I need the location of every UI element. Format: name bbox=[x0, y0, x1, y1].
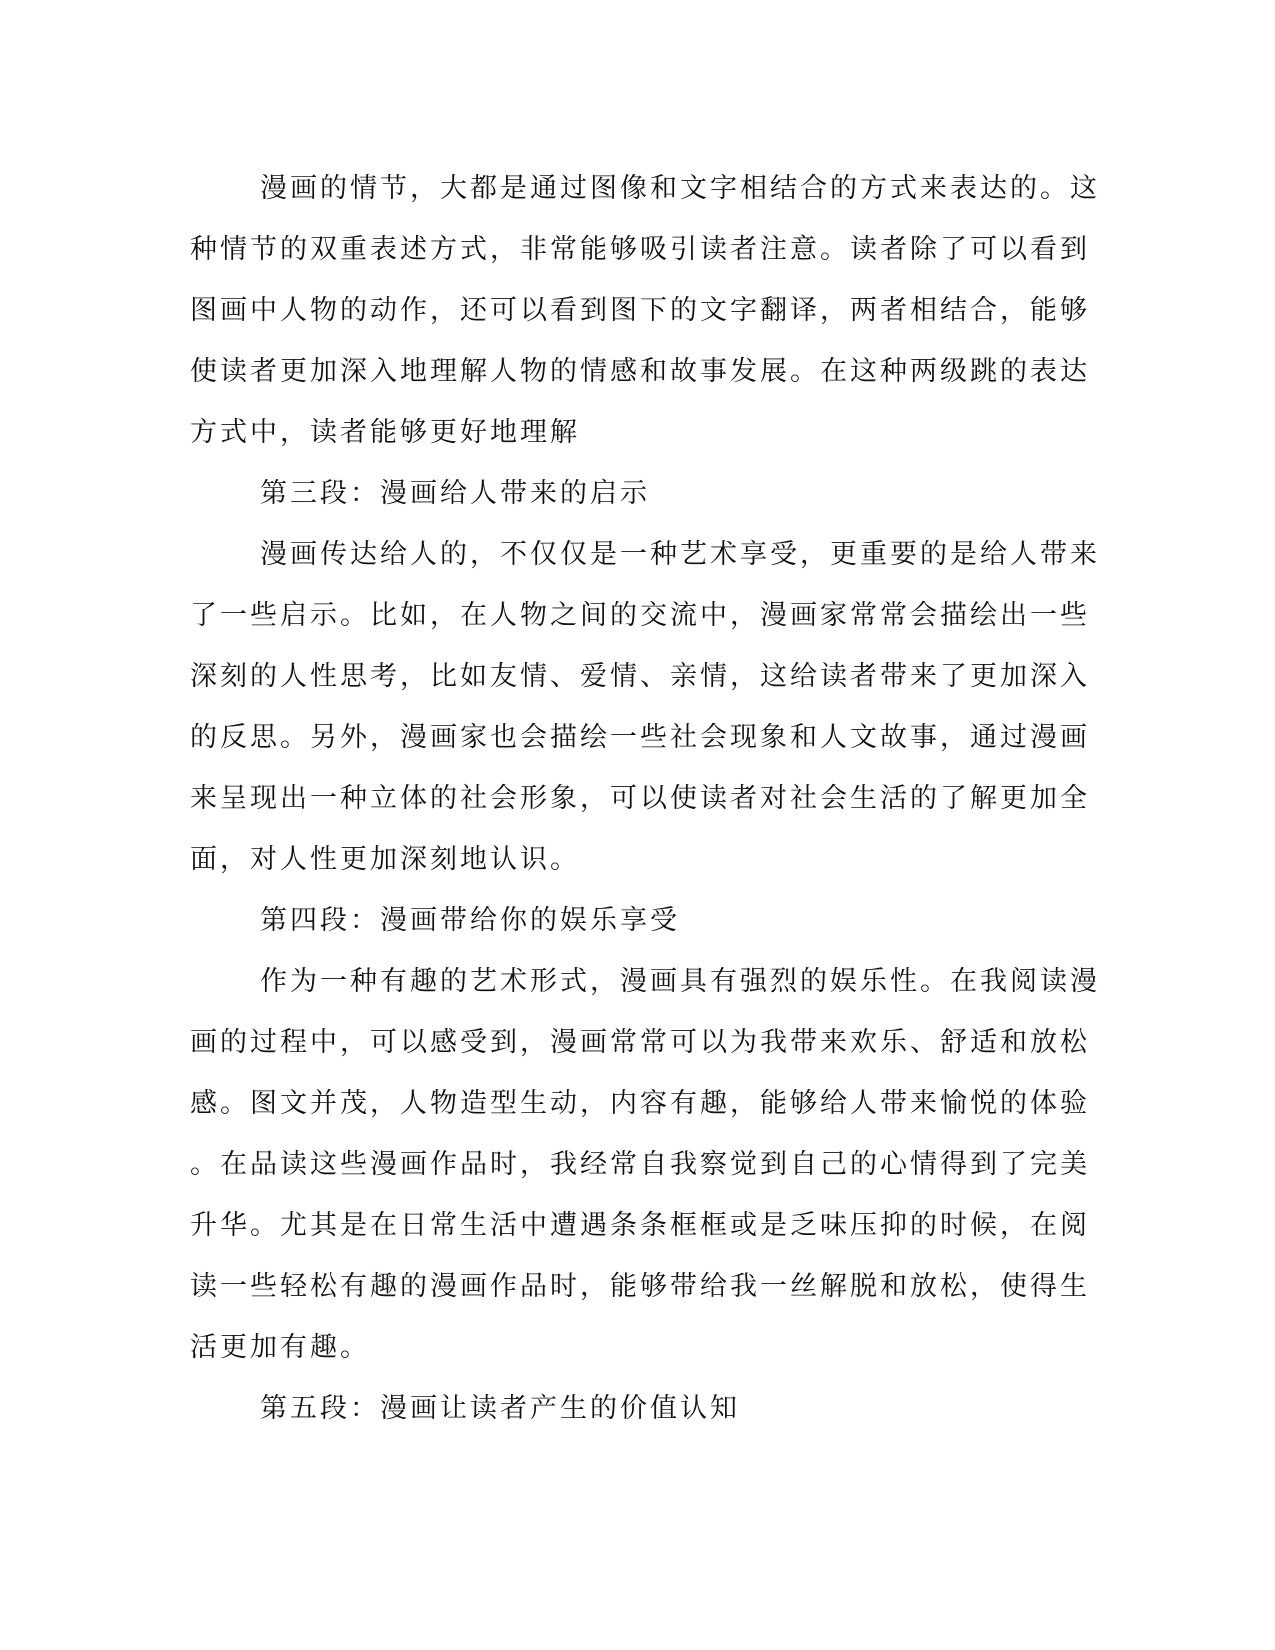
document-body bbox=[190, 158, 1100, 1439]
paragraph-line: 漫画的情节，大都是通过图像和文字相结合的方式来表达的。这 bbox=[260, 173, 1100, 204]
section-heading-5: 第五段：漫画让读者产生的价值认知 bbox=[260, 1393, 740, 1424]
paragraph-line: 读一些轻松有趣的漫画作品时，能够带给我一丝解脱和放松，使得生 bbox=[190, 1271, 1090, 1302]
paragraph-line: 。在品读这些漫画作品时，我经常自我察觉到自己的心情得到了完美 bbox=[190, 1149, 1090, 1180]
paragraph-line: 感。图文并茂，人物造型生动，内容有趣，能够给人带来愉悦的体验 bbox=[190, 1088, 1090, 1119]
paragraph-line: 图画中人物的动作，还可以看到图下的文字翻译，两者相结合，能够 bbox=[190, 295, 1090, 326]
paragraph-line: 了一些启示。比如，在人物之间的交流中，漫画家常常会描绘出一些 bbox=[190, 600, 1090, 631]
section-heading-3: 第三段：漫画给人带来的启示 bbox=[260, 478, 650, 509]
paragraph-line: 画的过程中，可以感受到，漫画常常可以为我带来欢乐、舒适和放松 bbox=[190, 1027, 1090, 1058]
paragraph-line: 漫画传达给人的，不仅仅是一种艺术享受，更重要的是给人带来 bbox=[260, 539, 1100, 570]
paragraph-line: 使读者更加深入地理解人物的情感和故事发展。在这种两级跳的表达 bbox=[190, 356, 1090, 387]
paragraph-line: 种情节的双重表述方式，非常能够吸引读者注意。读者除了可以看到 bbox=[190, 234, 1090, 265]
paragraph-line: 面，对人性更加深刻地认识。 bbox=[190, 844, 580, 875]
paragraph-line: 升华。尤其是在日常生活中遭遇条条框框或是乏味压抑的时候，在阅 bbox=[190, 1210, 1090, 1241]
paragraph-line: 作为一种有趣的艺术形式，漫画具有强烈的娱乐性。在我阅读漫 bbox=[260, 966, 1100, 997]
paragraph-line: 活更加有趣。 bbox=[190, 1332, 370, 1363]
paragraph-line: 深刻的人性思考，比如友情、爱情、亲情，这给读者带来了更加深入 bbox=[190, 661, 1090, 692]
paragraph-line: 来呈现出一种立体的社会形象，可以使读者对社会生活的了解更加全 bbox=[190, 783, 1090, 814]
paragraph-line: 的反思。另外，漫画家也会描绘一些社会现象和人文故事，通过漫画 bbox=[190, 722, 1090, 753]
paragraph-line: 方式中，读者能够更好地理解 bbox=[190, 417, 580, 448]
section-heading-4: 第四段：漫画带给你的娱乐享受 bbox=[260, 905, 680, 936]
